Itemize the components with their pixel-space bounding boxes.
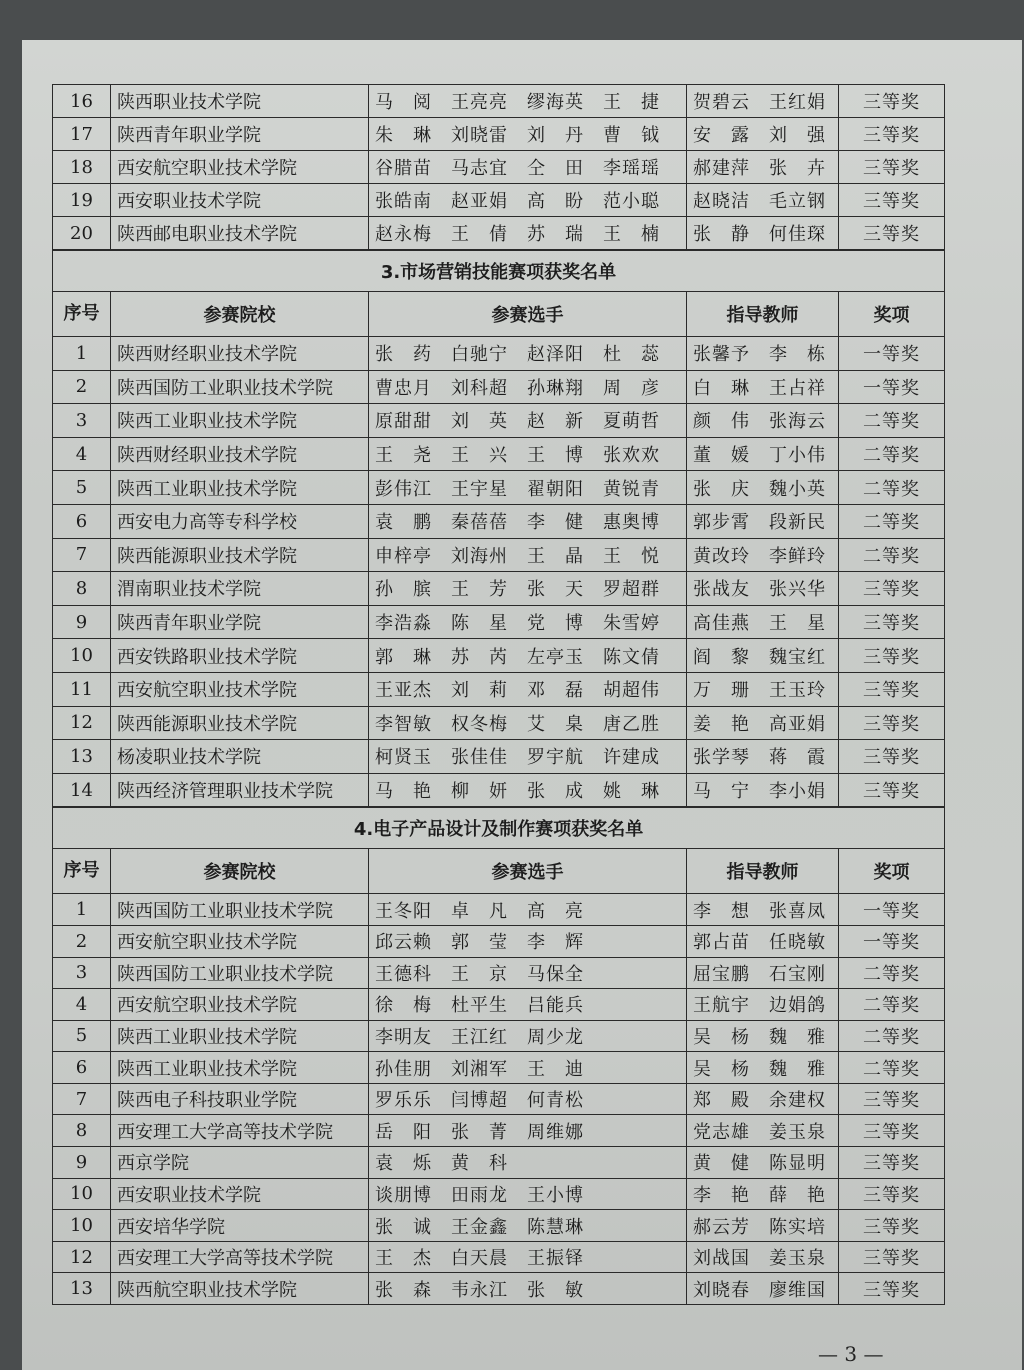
row-number: 12 — [53, 1241, 111, 1273]
table-row — [53, 151, 945, 184]
school-name: 陕西工业职业技术学院 — [111, 404, 369, 438]
school-name: 西安培华学院 — [111, 1210, 369, 1242]
player-names: 李明友 王江红 周少龙 — [369, 1020, 687, 1052]
school-name: 陕西工业职业技术学院 — [111, 1020, 369, 1052]
player-names: 王德科 王 京 马保全 — [369, 957, 687, 989]
school-name: 陕西国防工业职业技术学院 — [111, 370, 369, 404]
school-name: 西安铁路职业技术学院 — [111, 639, 369, 673]
row-number: 5 — [53, 471, 111, 505]
award-level: 三等奖 — [839, 1241, 945, 1273]
player-names: 张皓南 赵亚娟 高 盼 范小聪 — [369, 184, 687, 217]
player-names: 郭 琳 苏 芮 左亭玉 陈文倩 — [369, 639, 687, 673]
award-level: 二等奖 — [839, 538, 945, 572]
player-names: 原甜甜 刘 英 赵 新 夏萌哲 — [369, 404, 687, 438]
table-row — [53, 957, 945, 989]
table-row — [53, 437, 945, 471]
player-names: 李智敏 权冬梅 艾 臬 唐乙胜 — [369, 706, 687, 740]
award-level: 三等奖 — [839, 740, 945, 774]
teacher-names: 郝云芳 陈实培 — [687, 1210, 839, 1242]
teacher-names: 黄 健 陈显明 — [687, 1147, 839, 1179]
row-number: 4 — [53, 989, 111, 1021]
table-row — [53, 370, 945, 404]
player-names: 王 尧 王 兴 王 博 张欢欢 — [369, 437, 687, 471]
table-row — [53, 1210, 945, 1242]
player-names: 李浩淼 陈 星 党 博 朱雪婷 — [369, 605, 687, 639]
award-level: 三等奖 — [839, 151, 945, 184]
teacher-names: 马 宁 李小娟 — [687, 773, 839, 807]
row-number: 8 — [53, 1115, 111, 1147]
award-level: 二等奖 — [839, 957, 945, 989]
award-level: 一等奖 — [839, 925, 945, 957]
row-number: 4 — [53, 437, 111, 471]
teacher-names: 张 庆 魏小英 — [687, 471, 839, 505]
teacher-names: 刘晓春 廖维国 — [687, 1273, 839, 1305]
row-number: 10 — [53, 639, 111, 673]
header-award: 奖项 — [839, 292, 945, 337]
player-names: 孙佳朋 刘湘军 王 迪 — [369, 1052, 687, 1084]
table-header-row — [53, 292, 945, 337]
teacher-names: 屈宝鹏 石宝刚 — [687, 957, 839, 989]
table-row — [53, 672, 945, 706]
teacher-names: 高佳燕 王 星 — [687, 605, 839, 639]
header-no: 序号 — [53, 849, 111, 894]
teacher-names: 刘战国 姜玉泉 — [687, 1241, 839, 1273]
table-row — [53, 184, 945, 217]
school-name: 陕西邮电职业技术学院 — [111, 217, 369, 250]
award-level: 一等奖 — [839, 894, 945, 926]
section-title-row — [53, 251, 945, 292]
player-names: 马 阅 王亮亮 缪海英 王 捷 — [369, 85, 687, 118]
row-number: 5 — [53, 1020, 111, 1052]
teacher-names: 张学琴 蒋 霞 — [687, 740, 839, 774]
teacher-names: 吴 杨 魏 雅 — [687, 1052, 839, 1084]
marketing-results-table — [52, 250, 945, 807]
table-row — [53, 1020, 945, 1052]
table-row — [53, 85, 945, 118]
electronics-results-table — [52, 807, 945, 1305]
teacher-names: 郭占苗 任晓敏 — [687, 925, 839, 957]
player-names: 朱 琳 刘晓雷 刘 丹 曹 钺 — [369, 118, 687, 151]
school-name: 西安航空职业技术学院 — [111, 151, 369, 184]
award-level: 三等奖 — [839, 639, 945, 673]
player-names: 张 诚 王金鑫 陈慧琳 — [369, 1210, 687, 1242]
row-number: 18 — [53, 151, 111, 184]
award-level: 二等奖 — [839, 1020, 945, 1052]
table-row — [53, 894, 945, 926]
table-row — [53, 1241, 945, 1273]
award-level: 二等奖 — [839, 437, 945, 471]
school-name: 陕西工业职业技术学院 — [111, 471, 369, 505]
teacher-names: 张战友 张兴华 — [687, 572, 839, 606]
player-names: 罗乐乐 闫博超 何青松 — [369, 1083, 687, 1115]
row-number: 2 — [53, 370, 111, 404]
table-row — [53, 740, 945, 774]
award-level: 三等奖 — [839, 1273, 945, 1305]
school-name: 陕西财经职业技术学院 — [111, 337, 369, 371]
award-level: 三等奖 — [839, 672, 945, 706]
teacher-names: 党志雄 姜玉泉 — [687, 1115, 839, 1147]
school-name: 陕西航空职业技术学院 — [111, 1273, 369, 1305]
school-name: 西安职业技术学院 — [111, 1178, 369, 1210]
page-number: — 3 — — [818, 1342, 884, 1366]
award-level: 三等奖 — [839, 1115, 945, 1147]
award-level: 二等奖 — [839, 471, 945, 505]
player-names: 孙 膑 王 芳 张 天 罗超群 — [369, 572, 687, 606]
teacher-names: 张馨予 李 栋 — [687, 337, 839, 371]
player-names: 邱云赖 郭 莹 李 辉 — [369, 925, 687, 957]
award-level: 二等奖 — [839, 989, 945, 1021]
header-players: 参赛选手 — [369, 292, 687, 337]
teacher-names: 李 艳 薛 艳 — [687, 1178, 839, 1210]
table-header-row — [53, 849, 945, 894]
row-number: 9 — [53, 1147, 111, 1179]
row-number: 9 — [53, 605, 111, 639]
table-row — [53, 118, 945, 151]
row-number: 13 — [53, 1273, 111, 1305]
school-name: 西安理工大学高等技术学院 — [111, 1241, 369, 1273]
header-school: 参赛院校 — [111, 292, 369, 337]
school-name: 陕西能源职业技术学院 — [111, 706, 369, 740]
school-name: 西安航空职业技术学院 — [111, 925, 369, 957]
row-number: 7 — [53, 538, 111, 572]
teacher-names: 董 媛 丁小伟 — [687, 437, 839, 471]
table-row — [53, 1273, 945, 1305]
player-names: 王亚杰 刘 莉 邓 磊 胡超伟 — [369, 672, 687, 706]
row-number: 10 — [53, 1210, 111, 1242]
school-name: 陕西职业技术学院 — [111, 85, 369, 118]
player-names: 申梓亭 刘海州 王 晶 王 悦 — [369, 538, 687, 572]
table-row — [53, 639, 945, 673]
player-names: 王 杰 白天晨 王振铎 — [369, 1241, 687, 1273]
school-name: 陕西电子科技职业学院 — [111, 1083, 369, 1115]
award-level: 三等奖 — [839, 1083, 945, 1115]
row-number: 14 — [53, 773, 111, 807]
row-number: 10 — [53, 1178, 111, 1210]
teacher-names: 吴 杨 魏 雅 — [687, 1020, 839, 1052]
row-number: 6 — [53, 1052, 111, 1084]
row-number: 13 — [53, 740, 111, 774]
table-row — [53, 925, 945, 957]
row-number: 7 — [53, 1083, 111, 1115]
top-rows — [53, 85, 945, 250]
teacher-names: 颜 伟 张海云 — [687, 404, 839, 438]
award-level: 三等奖 — [839, 1178, 945, 1210]
teacher-names: 郭步霄 段新民 — [687, 504, 839, 538]
award-level: 一等奖 — [839, 370, 945, 404]
award-level: 三等奖 — [839, 605, 945, 639]
school-name: 西安航空职业技术学院 — [111, 672, 369, 706]
row-number: 2 — [53, 925, 111, 957]
award-level: 三等奖 — [839, 1210, 945, 1242]
school-name: 西京学院 — [111, 1147, 369, 1179]
player-names: 张 药 白驰宁 赵泽阳 杜 蕊 — [369, 337, 687, 371]
header-school: 参赛院校 — [111, 849, 369, 894]
school-name: 西安职业技术学院 — [111, 184, 369, 217]
row-number: 12 — [53, 706, 111, 740]
section4-rows — [53, 894, 945, 1305]
school-name: 西安理工大学高等技术学院 — [111, 1115, 369, 1147]
table-row — [53, 217, 945, 250]
table-row — [53, 1115, 945, 1147]
player-names: 袁 烁 黄 科 — [369, 1147, 687, 1179]
document-page — [52, 84, 944, 1305]
teacher-names: 郑 殿 余建权 — [687, 1083, 839, 1115]
player-names: 岳 阳 张 菁 周维娜 — [369, 1115, 687, 1147]
teacher-names: 贺碧云 王红娟 — [687, 85, 839, 118]
teacher-names: 白 琳 王占祥 — [687, 370, 839, 404]
table-row — [53, 989, 945, 1021]
table-row — [53, 773, 945, 807]
table-row — [53, 1083, 945, 1115]
row-number: 3 — [53, 957, 111, 989]
school-name: 西安航空职业技术学院 — [111, 989, 369, 1021]
row-number: 20 — [53, 217, 111, 250]
header-teachers: 指导教师 — [687, 849, 839, 894]
player-names: 彭伟江 王宇星 翟朝阳 黄锐青 — [369, 471, 687, 505]
section3-title: 3.市场营销技能赛项获奖名单 — [53, 251, 945, 292]
teacher-names: 万 珊 王玉玲 — [687, 672, 839, 706]
award-level: 三等奖 — [839, 184, 945, 217]
row-number: 17 — [53, 118, 111, 151]
header-no: 序号 — [53, 292, 111, 337]
row-number: 16 — [53, 85, 111, 118]
table-row — [53, 504, 945, 538]
teacher-names: 王航宇 边娟鸽 — [687, 989, 839, 1021]
award-level: 二等奖 — [839, 1052, 945, 1084]
teacher-names: 安 露 刘 强 — [687, 118, 839, 151]
award-level: 三等奖 — [839, 217, 945, 250]
award-level: 二等奖 — [839, 404, 945, 438]
school-name: 西安电力高等专科学校 — [111, 504, 369, 538]
table-row — [53, 337, 945, 371]
award-level: 二等奖 — [839, 504, 945, 538]
school-name: 渭南职业技术学院 — [111, 572, 369, 606]
table-row — [53, 404, 945, 438]
school-name: 陕西能源职业技术学院 — [111, 538, 369, 572]
row-number: 1 — [53, 894, 111, 926]
award-level: 三等奖 — [839, 706, 945, 740]
player-names: 曹忠月 刘科超 孙琳翔 周 彦 — [369, 370, 687, 404]
table-row — [53, 1052, 945, 1084]
results-table-continued — [52, 84, 945, 250]
row-number: 11 — [53, 672, 111, 706]
player-names: 张 森 韦永江 张 敏 — [369, 1273, 687, 1305]
teacher-names: 李 想 张喜凤 — [687, 894, 839, 926]
school-name: 陕西财经职业技术学院 — [111, 437, 369, 471]
row-number: 8 — [53, 572, 111, 606]
section3-rows — [53, 337, 945, 807]
player-names: 柯贤玉 张佳佳 罗宇航 许建成 — [369, 740, 687, 774]
school-name: 陕西国防工业职业技术学院 — [111, 957, 369, 989]
award-level: 三等奖 — [839, 773, 945, 807]
teacher-names: 阎 黎 魏宝红 — [687, 639, 839, 673]
award-level: 三等奖 — [839, 85, 945, 118]
teacher-names: 黄改玲 李鲜玲 — [687, 538, 839, 572]
section-title-row — [53, 808, 945, 849]
table-row — [53, 471, 945, 505]
table-row — [53, 572, 945, 606]
row-number: 3 — [53, 404, 111, 438]
award-level: 三等奖 — [839, 118, 945, 151]
table-row — [53, 1147, 945, 1179]
school-name: 杨凌职业技术学院 — [111, 740, 369, 774]
header-teachers: 指导教师 — [687, 292, 839, 337]
table-row — [53, 538, 945, 572]
row-number: 1 — [53, 337, 111, 371]
school-name: 陕西青年职业学院 — [111, 118, 369, 151]
row-number: 19 — [53, 184, 111, 217]
award-level: 三等奖 — [839, 572, 945, 606]
teacher-names: 赵晓洁 毛立钢 — [687, 184, 839, 217]
player-names: 徐 梅 杜平生 吕能兵 — [369, 989, 687, 1021]
player-names: 马 艳 柳 妍 张 成 姚 琳 — [369, 773, 687, 807]
school-name: 陕西青年职业学院 — [111, 605, 369, 639]
school-name: 陕西国防工业职业技术学院 — [111, 894, 369, 926]
table-row — [53, 1178, 945, 1210]
header-players: 参赛选手 — [369, 849, 687, 894]
teacher-names: 姜 艳 高亚娟 — [687, 706, 839, 740]
header-award: 奖项 — [839, 849, 945, 894]
table-row — [53, 706, 945, 740]
row-number: 6 — [53, 504, 111, 538]
teacher-names: 张 静 何佳琛 — [687, 217, 839, 250]
player-names: 袁 鹏 秦蓓蓓 李 健 惠奥博 — [369, 504, 687, 538]
award-level: 三等奖 — [839, 1147, 945, 1179]
player-names: 谈朋博 田雨龙 王小博 — [369, 1178, 687, 1210]
player-names: 赵永梅 王 倩 苏 瑞 王 楠 — [369, 217, 687, 250]
award-level: 一等奖 — [839, 337, 945, 371]
player-names: 谷腊苗 马志宜 仝 田 李瑶瑶 — [369, 151, 687, 184]
player-names: 王冬阳 卓 凡 高 亮 — [369, 894, 687, 926]
table-row — [53, 605, 945, 639]
teacher-names: 郝建萍 张 卉 — [687, 151, 839, 184]
school-name: 陕西工业职业技术学院 — [111, 1052, 369, 1084]
school-name: 陕西经济管理职业技术学院 — [111, 773, 369, 807]
section4-title: 4.电子产品设计及制作赛项获奖名单 — [53, 808, 945, 849]
